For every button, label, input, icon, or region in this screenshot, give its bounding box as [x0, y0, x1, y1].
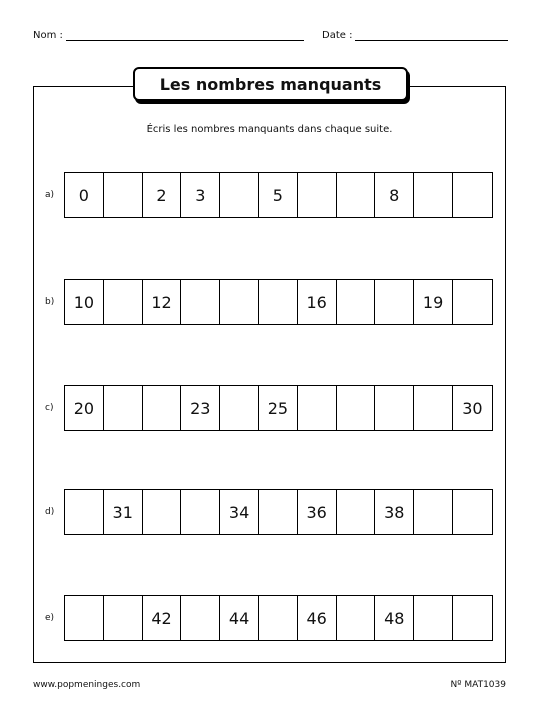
blank-number-cell[interactable] — [259, 596, 298, 640]
blank-number-cell[interactable] — [414, 490, 453, 534]
blank-number-cell[interactable] — [104, 173, 143, 217]
given-number-cell: 25 — [259, 386, 298, 430]
row-label: e) — [45, 613, 55, 623]
given-number-cell: 31 — [104, 490, 143, 534]
blank-number-cell[interactable] — [143, 386, 182, 430]
row-label: b) — [45, 297, 55, 307]
given-number-cell: 38 — [375, 490, 414, 534]
blank-number-cell[interactable] — [453, 280, 492, 324]
given-number-cell: 19 — [414, 280, 453, 324]
given-number-cell: 48 — [375, 596, 414, 640]
blank-number-cell[interactable] — [337, 173, 376, 217]
given-number-cell: 36 — [298, 490, 337, 534]
given-number-cell: 8 — [375, 173, 414, 217]
date-field-line[interactable] — [355, 40, 508, 41]
given-number-cell: 2 — [143, 173, 182, 217]
row-label: c) — [45, 403, 54, 413]
blank-number-cell[interactable] — [181, 280, 220, 324]
blank-number-cell[interactable] — [181, 596, 220, 640]
blank-number-cell[interactable] — [104, 596, 143, 640]
given-number-cell: 20 — [65, 386, 104, 430]
website-link[interactable]: www.popmeninges.com — [33, 680, 141, 690]
blank-number-cell[interactable] — [414, 173, 453, 217]
given-number-cell: 46 — [298, 596, 337, 640]
given-number-cell: 10 — [65, 280, 104, 324]
blank-number-cell[interactable] — [375, 386, 414, 430]
number-sequence — [64, 595, 493, 641]
name-label: Nom : — [33, 30, 63, 41]
blank-number-cell[interactable] — [337, 386, 376, 430]
blank-number-cell[interactable] — [220, 280, 259, 324]
blank-number-cell[interactable] — [104, 386, 143, 430]
blank-number-cell[interactable] — [104, 280, 143, 324]
blank-number-cell[interactable] — [375, 280, 414, 324]
given-number-cell: 16 — [298, 280, 337, 324]
given-number-cell: 42 — [143, 596, 182, 640]
blank-number-cell[interactable] — [453, 596, 492, 640]
name-field-line[interactable] — [66, 40, 304, 41]
blank-number-cell[interactable] — [337, 596, 376, 640]
row-label: a) — [45, 190, 55, 200]
blank-number-cell[interactable] — [181, 490, 220, 534]
blank-number-cell[interactable] — [337, 490, 376, 534]
number-sequence — [64, 279, 493, 325]
row-label: d) — [45, 507, 55, 517]
given-number-cell: 34 — [220, 490, 259, 534]
worksheet-title: Les nombres manquants — [133, 67, 408, 101]
given-number-cell: 5 — [259, 173, 298, 217]
blank-number-cell[interactable] — [453, 173, 492, 217]
worksheet-reference: Nº MAT1039 — [450, 680, 506, 690]
given-number-cell: 30 — [462, 398, 483, 418]
given-number-cell: 0 — [65, 173, 104, 217]
blank-number-cell[interactable] — [259, 280, 298, 324]
blank-number-cell[interactable] — [143, 490, 182, 534]
given-number-cell: 23 — [181, 386, 220, 430]
given-number-cell: 12 — [143, 280, 182, 324]
number-sequence — [64, 489, 493, 535]
blank-number-cell[interactable] — [65, 490, 104, 534]
number-sequence — [64, 385, 493, 431]
blank-number-cell[interactable] — [414, 386, 453, 430]
blank-number-cell[interactable] — [259, 490, 298, 534]
given-number-cell: 3 — [181, 173, 220, 217]
blank-number-cell[interactable] — [453, 490, 492, 534]
blank-number-cell[interactable] — [65, 596, 104, 640]
given-number-cell: 44 — [220, 596, 259, 640]
blank-number-cell[interactable] — [220, 386, 259, 430]
instruction-text: Écris les nombres manquants dans chaque suite. — [146, 124, 393, 135]
blank-number-cell[interactable] — [414, 596, 453, 640]
number-sequence — [64, 172, 493, 218]
blank-number-cell[interactable] — [220, 173, 259, 217]
blank-number-cell[interactable] — [298, 386, 337, 430]
date-label: Date : — [322, 30, 353, 41]
blank-number-cell[interactable] — [298, 173, 337, 217]
blank-number-cell[interactable] — [337, 280, 376, 324]
